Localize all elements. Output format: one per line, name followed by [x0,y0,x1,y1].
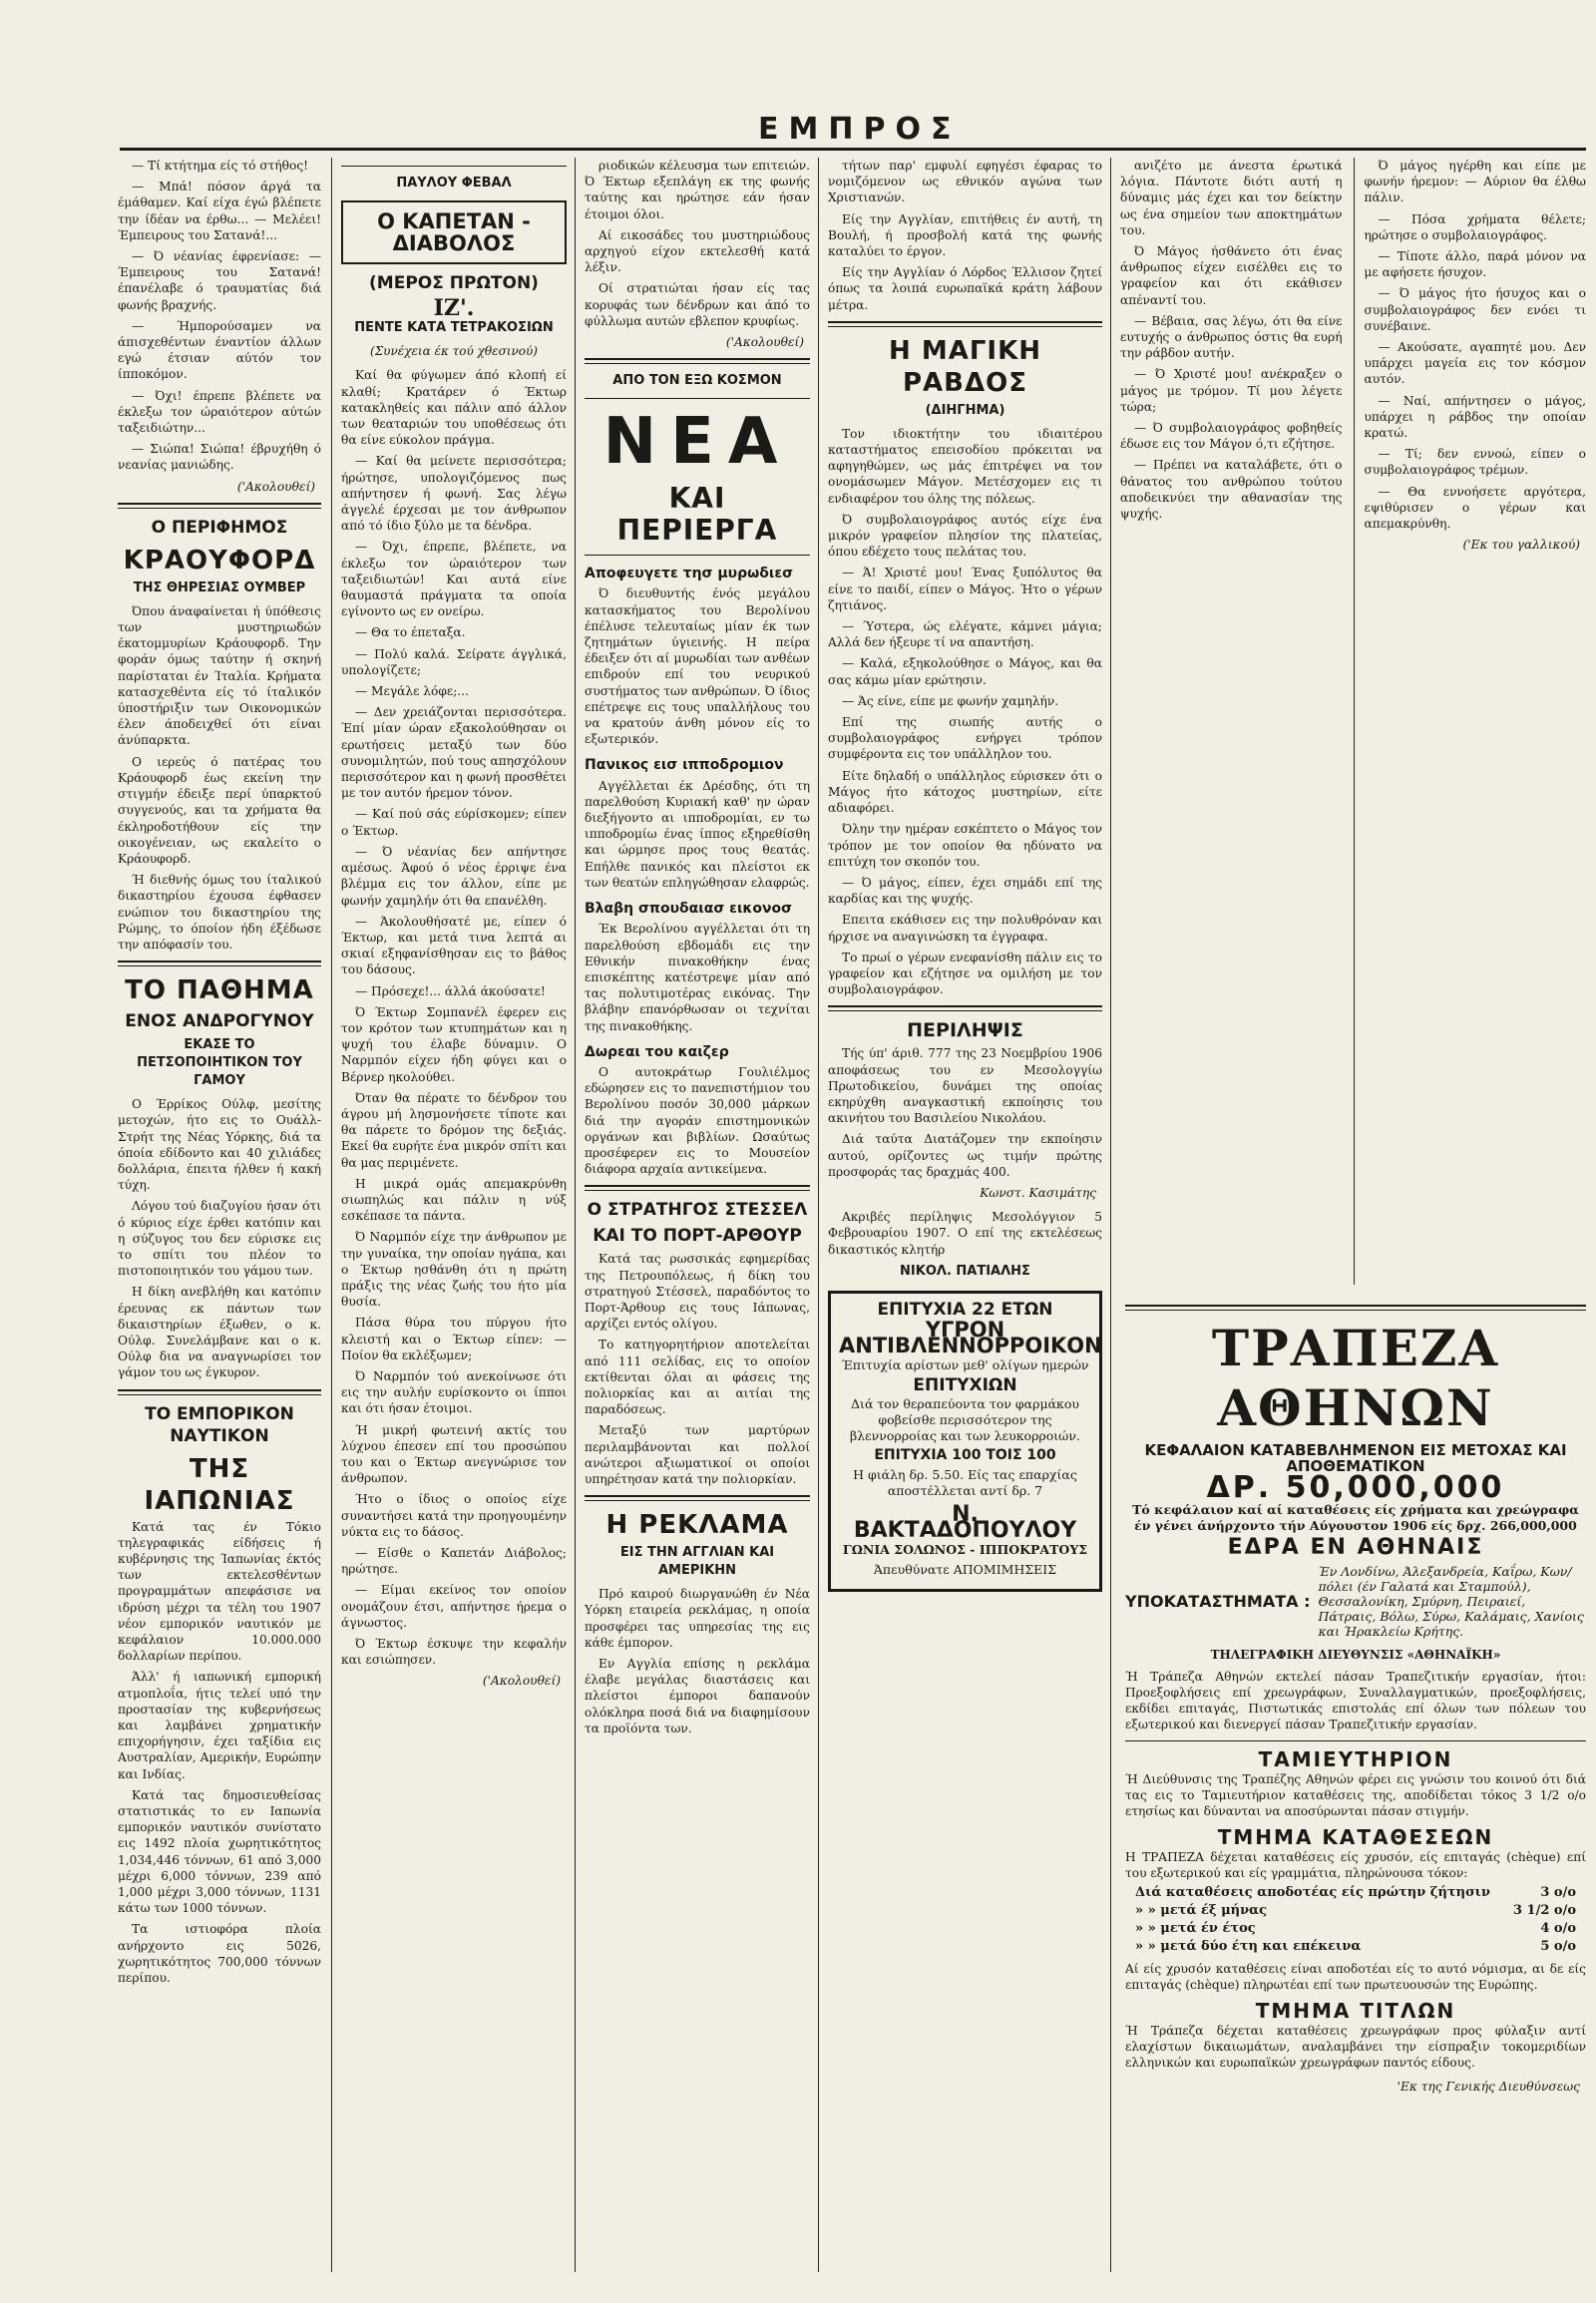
paragraph: Διά ταύτα Διατάζομεν την εκποίησιν αυτού, ορίζοντες ως τιμήν πρώτης προσφοράς τας δραχμάς 400. [828,1132,1102,1179]
source-sign: ('Εκ του γαλλικού) [1462,538,1580,553]
column-3 [585,158,810,2282]
section-rule [1125,1305,1586,1311]
paragraph: Όπου άναφαίνεται ή ύπόθεσις των μυστηριωδών έκατομμυρίων Κράουφορδ. Την φοράν όμως ταύτην ή σκηνή παρίσταται έν Ίταλία. Κρήματα κατασχεθέντα είς τό ίταλικόν ύποστήριξιν των Οικονομικών έλεν άποδειχθεί ότι είναι άνύπαρκτα. [118,603,321,748]
news-item-title: Αποφευγετε τησ μυρωδιεσ [585,566,794,582]
section-rule [1125,1740,1586,1741]
news-item-text: Ό διευθυντής ένός μεγάλου κατασκήματος του Βερολίνου έπέλυσε τελευταίως μίαν έκ των ζητημάτων ύγιεινής. Η πείρα έδειξεν ότι αί μυρωδίαι των ανθέων επιδρούν επί του νευρικού συστήματος των ανθρώπων. Ό ίδιος επέτρεψε εις τους υπαλλήλους του να κρατούν άνθη μόνον είς το εξωτερικόν. [585,586,810,747]
bank-signature: 'Εκ της Γενικής Διευθύνσεως [1396,2080,1580,2094]
section-header: ΑΠΟ ΤΟΝ ΕΞΩ ΚΟΣΜΟΝ [612,373,782,389]
paragraph: — Πολύ καλά. Σείρατε άγγλικά, υπολογίζετε; [341,646,567,677]
serial-chapter-title: ΠΕΝΤΕ ΚΑΤΑ ΤΕΤΡΑΚΟΣΙΩΝ [354,320,554,336]
paragraph: Τον ιδιοκτήτην του ιδιαιτέρου καταστήματος επεισοδίου πρόκειται να αφηγηθώμεν, ως μάς έπιτρέψει να τον ονομάσωμεν Μάγον. Μετέσχομεν εις τι ενδιαφέρον του όλης της πόλεως. [828,426,1102,506]
paragraph: — Πόσα χρήματα θέλετε; ηρώτησε ο συμβολαιογράφος. [1364,211,1586,242]
paragraph: Άλλ' ή ιαπωνική εμπορική ατμοπλοΐα, ήτις τελεί υπό την προστασίαν της κυβερνήσεως και λαμβάνει χρηματικήν επιχορήγησιν, έχει ταξίδια εις Αυστραλίαν, Αμερικήν, Ευρώπην και Ινδίας. [118,1670,321,1781]
paragraph: — Ακούσατε, αγαπητέ μου. Δεν υπάρχει μαγεία εις τον κόσμον αυτόν. [1364,340,1586,387]
serial-part: (ΜΕΡΟΣ ΠΡΩΤΟΝ) [369,273,539,293]
paragraph: — Βέβαια, σας λέγω, ότι θα είνε ευτυχής ο άνθρωπος όστις θα ευρή την ράβδον αυτήν. [1120,313,1343,361]
paragraph: — Σιώπα! Σιώπα! έβρυχήθη ό νεανίας μανιώδης. [118,442,321,473]
news-banner-title: ΝΕΑ [602,405,792,480]
paragraph: Πάσα θύρα του πύργου ήτο κλειστή και ο Έκτωρ είπεν: — Ποίον θα εκλέξωμεν; [341,1316,567,1362]
paragraph: Ακριβές περίληψις Μεσολόγγιον 5 Φεβρουαρίου 1907. Ο επί της εκτελέσεως δικαστικός κλητήρ [828,1210,1102,1257]
paragraph: — Ό νέανίας έφρενίασε: — Έμπειρους του Σατανά! έπανέλαβε ό τραυματίας διά φωνής βραχνής. [118,249,321,312]
article-title: Ο ΠΕΡΙΦΗΜΟΣ [151,517,288,538]
paragraph: — Καλά, εξηκολούθησε ο Μάγος, και θα σας κάμω μίαν ερώτησιν. [828,656,1102,687]
column-divider [331,158,332,2272]
branches-list: Έν Λονδίνω, Άλεξανδρεία, Καΐρω, Κων/πόλει (έν Γαλατά και Σταμπούλ), Θεσσαλονίκη, Σμύρνη, Πειραιεί, Πάτραις, Βόλω, Σύρω, Καλάμαις, Χανίοις και Ήρακλείω Κρήτης. [1318,1564,1584,1639]
paragraph: — Ά! Χριστέ μου! Ένας ξυπόλυτος θα είνε το παιδί, είπεν ο Μάγος. Ήτο ο γέρων ζητιάνος. [828,566,1102,612]
ad-headline: ΕΠΙΤΥΧΙΑ 22 ΕΤΩΝ [877,1299,1053,1320]
paragraph: — Ναί, απήντησεν ο μάγος, υπάρχει η ράβδος την οποίαν κρατώ. [1364,393,1586,441]
article-title: Η ΡΕΚΛΑΜΑ [605,1510,789,1541]
bank-advertisement [1125,1297,1586,2294]
bank-capital-label: ΚΕΦΑΛΑΙΟΝ ΚΑΤΑΒΕΒΛΗΜΕΝΟΝ ΕΙΣ ΜΕΤΟΧΑΣ ΚΑΙ ΑΠΟΘΕΜΑΤΙΚΟΝ [1144,1441,1567,1475]
section-rule [118,503,321,509]
savings-title: ΤΑΜΙΕΥΤΗΡΙΟΝ [1258,1747,1453,1771]
news-item-text: Αγγέλλεται έκ Δρέσδης, ότι τη παρελθούση Κυριακή καθ' ην ώραν διεξήγοντο αι ιπποδρομίαι, εν τω ιπποδρομίω ένας ίππος εξηρεθίσθη και ώρμησε προς τους θεατάς. Επήλθε πανικός και πλείστοι εκ των θεατών επληγώθησαν ελαφρώς. [585,778,810,890]
paragraph: — Όχι! έπρεπε βλέπετε να έκλεξω τον ώραιότερον αύτών ταξειδιώτην... [118,388,321,436]
paragraph: Κατά τας ρωσσικάς εφημερίδας της Πετρουπόλεως, ή δίκη του στρατηγού Στέσσελ, παραδόντος το Πορτ-Άρθουρ εις τους Ιάπωνας, αρχίζει εντός ολίγου. [585,1252,810,1332]
ad-pharmacy-name: Ν. ΒΑΚΤΑΔΟΠΟΥΛΟΥ [853,1502,1077,1544]
paragraph: Ό συμβολαιογράφος αυτός είχε ένα μικρόν γραφείον πλησίον της πλατείας, όπου εδέχετο τους πελάτας του. [828,512,1102,560]
deposit-term: » » μετά έξ μήνας [1135,1903,1268,1918]
ad-text: ΕΠΙΤΥΧΙΑ 100 ΤΟΙΣ 100 [874,1447,1056,1464]
ad-text: ΕΠΙΤΥΧΙΩΝ [913,1374,1017,1395]
ad-address: ΓΩΝΙΑ ΣΟΛΩΝΟΣ - ΙΠΠΟΚΡΑΤΟΥΣ [842,1542,1088,1558]
paragraph: Ή μικρή φωτεινή ακτίς του λύχνου έπεσεν επί του προσώπου του και ο Έκτωρ ανεγνώρισε τον άνθρωπον. [341,1422,567,1486]
paragraph: Ό Έκτωρ Σομπανέλ έφερεν εις τον κρότον των κτυπημάτων και η ψυχή του έλαβε δύναμιν. Ο Ναρμπόν είχεν ήδη φύγει και ο Βέρνερ ηκολούθει. [341,1004,567,1084]
section-rule [118,1389,321,1395]
paragraph: — Τί; δεν εννοώ, είπεν ο συμβολαιογράφος τρέμων. [1364,447,1586,478]
paragraph: Ό Ναρμπόν τού ανεκοίνωσε ότι εις την αυλήν ευρίσκοντο οι ίπποι και ότι ήσαν έτοιμοι. [341,1368,567,1416]
deposit-rate-row [1135,1903,1576,1919]
deposits-note: Αί είς χρυσόν καταθέσεις είναι αποδοτέαι είς το αυτό νόμισμα, αι δε είς επιταγάς (chèque) πληρωτέαι επί των πρωτευουσών της Ευρώπης. [1125,1962,1586,1992]
paragraph: Όταν θα πέρατε το δένδρον του άγρου μή λησμονήσετε τίποτε και θα πάρετε το δρόμον της δεξιάς. Εκεί θα ευρήτε ένα μικρόν σπίτι και θα μας περιμένετε. [341,1090,567,1170]
notice-signature: Κωνστ. Κασιμάτης [980,1185,1096,1200]
paragraph: — Τίποτε άλλο, παρά μόνον να με αφήσετε ήσυχον. [1364,249,1586,280]
paragraph: Κατά τας έν Τόκιο τηλεγραφικάς είδήσεις ή κυβέρνησις της Ίαπωνίας έκτός των εκτελεσθέντων προγραμμάτων απεφάσισε να ιδρύση μέχρι τα τέλη του 1907 νέον εμπορικόν ναυτικόν με κεφάλαιον 10.000.000 δολλαρίων περίπου. [118,1519,321,1664]
deposits-intro: Η ΤΡΑΠΕΖΑ δέχεται καταθέσεις είς χρυσόν, είς επιταγάς (chèque) επί του εξωτερικού και είς γραμμάτια, πληρώνουσα τόκον: [1125,1850,1586,1880]
article-title: ΚΡΑΟΥΦΟΡΔ [123,545,316,576]
column-4 [828,158,1102,2282]
bank-intro: Ή Τράπεζα Αθηνών εκτελεί πάσαν Τραπεζιτικήν εργασίαν, ήτοι: Προεξοφλήσεις επί χρεωγράφων, Συναλλαγματικών, προεξοφλήσεις, εκδίδει επιταγάς, Πιστωτικάς επιστολάς επί όλων των πόλεων του εξωτερικού και διενεργεί πάσαν Τραπεζιτικήν εργασίαν. [1125,1670,1586,1731]
column-divider [818,158,819,2272]
story-subtitle: (ΔΙΗΓΗΜΑ) [925,402,1005,418]
article-subtitle: ΤΗΣ ΘΗΡΕΣΙΑΣ ΟΥΜΒΕΡ [133,579,306,595]
paragraph: Αί εικοσάδες του μυστηριώδους αρχηγού είχον εκτελεσθή κατά λέξιν. [585,227,810,275]
news-item-title: Δωρεαι του καιζερ [585,1043,729,1060]
paragraph: τήτων παρ' εμφυλί εφηγέσι έφαρας το νομιζόμενον ως εθνικόν αγώνα των Χριστιανών. [828,159,1102,205]
paragraph: Η μικρά ομάς απεμακρύνθη σιωπηλώς και πάλιν η νύξ εσκέπασε τα πάντα. [341,1176,567,1224]
paragraph: — Είσθε ο Καπετάν Διάβολος; ηρώτησε. [341,1546,567,1577]
ad-product: ΥΓΡΟΝ ΑΝΤΙΒΛΕΝΝΟΡΡΟΙΚΟΝ [839,1317,1102,1358]
article-title: ΚΑΙ ΤΟ ΠΟΡΤ-ΑΡΘΟΥΡ [593,1226,802,1247]
paragraph: — Ό Χριστέ μου! ανέκραξεν ο μάγος με τρόμον. Τί μου λέγετε τώρα; [1120,367,1343,414]
continued-sign: ('Ακολουθεί) [482,1674,561,1689]
paragraph: — Μεγάλε λόφε;... [355,684,469,699]
bank-seat: ΕΔΡΑ ΕΝ ΑΘΗΝΑΙΣ [1227,1535,1484,1560]
paragraph: ανιζέτο με άνεστα έρωτικά λόγια. Πάντοτε διότι αυτή η δύναμις μάς έχει και τον δείκτην ως ένα σημείον των αποκτημάτων του. [1120,159,1343,237]
ad-text: Έπιτυχία αρίστων μεθ' ολίγων ημερών [841,1357,1089,1373]
bank-branches [1125,1564,1586,1639]
bank-telegraph: ΤΗΛΕΓΡΑΦΙΚΗ ΔΙΕΥΘΥΝΣΙΣ «ΑΘΗΝΑΪΚΗ» [1210,1648,1501,1662]
paragraph: — Πρέπει να καταλάβετε, ότι ο θάνατος του ανθρώπου τούτου αποδεικνύει την αθανασίαν της ψυχής. [1120,458,1343,522]
section-rule [585,398,810,399]
article-subtitle: ΕΙΣ ΤΗΝ ΑΓΓΛΙΑΝ ΚΑΙ ΑΜΕΡΙΚΗΝ [619,1545,775,1579]
deposit-rate-row [1135,1921,1576,1937]
paragraph: Εν Αγγλία επίσης η ρεκλάμα έλαβε μεγάλας διαστάσεις και πλείστοι έμποροι δαπανούν ολόκληρα ποσά διά να διαφημίσουν τα προϊόντα των. [585,1657,810,1735]
paragraph: Ή διεθνής όμως του ίταλικού δικαστηρίου έχουσα έφθασεν ενώπιον του δικαστηρίου της Ρώμης, το όποίον ήδη έξέδωσε την απόφασίν του. [118,873,321,952]
article-title: ΤΗΣ ΙΑΠΩΝΙΑΣ [144,1453,295,1516]
masthead [0,0,1596,150]
masthead-title: ΕΜΠΡΟΣ [758,112,962,147]
paragraph: Ό μάγος ηγέρθη και είπε με φωνήν ήρεμον: — Αύριον θα έλθω πάλιν. [1364,159,1586,205]
news-item-text: Έκ Βερολίνου αγγέλλεται ότι τη παρελθούση εβδομάδι εις την Εθνικήν πινακοθήκην ένας επισκέπτης κατέστρεψε μίαν από τας πολυτιμοτέρας εικόνας. Την βλάβην επανόρθωσαν οι τεχνίται της πινακοθήκης. [585,922,810,1033]
paragraph: Κατά τας δημοσιευθείσας στατιστικάς το εν Ιαπωνία εμπορικόν ναυτικόν συνίστατο εις 1492 πλοία χωρητικότητος 1,034,446 τόννων, 61 από 3,000 μέχρι 6,000 τόννων, 239 από 1,000 μέχρι 3,000 τόννων, 1131 κάτω των 1000 τόννων. [118,1787,321,1916]
paragraph: — Ήμπορούσαμεν να άπισχεθέντων έναντίον άλλων εγώ έτσιαν αύτόν τον ίπποκόμον. [118,318,321,382]
titles-text: Ή Τράπεζα δέχεται καταθέσεις χρεωγράφων προς φύλαξιν αντί ελαχίστων δικαιωμάτων, αναλαμβάνει την είσπραξιν τοκομεριδίων ελληνικών και ευρωπαϊκών χρεωγράφων παντός είδους. [1125,2024,1586,2070]
paragraph: Είς την Αγγλίαν, επιτήθεις έν αυτή, τη Βουλή, ή προσβολή κατά της φωνής καταλύει το έργον. [828,211,1102,259]
paragraph: Το πρωί ο γέρων ενεφανίσθη πάλιν εις το γραφείον και εζήτησε να ομιλήση με τον συμβολαιογράφον. [828,950,1102,997]
masthead-rule [120,148,1586,151]
serial-title: Ο ΚΑΠΕΤΑΝ - ΔΙΑΒΟΛΟΣ [377,209,531,255]
deposit-term: » » μετά δύο έτη και επέκεινα [1135,1939,1362,1954]
section-rule [828,321,1102,327]
deposits-title: ΤΜΗΜΑ ΚΑΤΑΘΕΣΕΩΝ [1217,1825,1494,1849]
paragraph: — Είμαι εκείνος τον οποίον ονομάζουν έτσι, απήντησε ήρεμα ο άγνωστος. [341,1583,567,1630]
section-rule [585,1495,810,1501]
serial-continued-note: (Συνέχεια έκ τού χθεσινού) [370,344,538,359]
news-item-text: Ο αυτοκράτωρ Γουλιέλμος εδώρησεν εις το πανεπιστήμιον του Βερολίνου ποσόν 30,000 μάρκων διά την αγοράν επιστημονικών οργάνων και βιβλίων. Ωσαύτως προσέφερεν εις το Μουσείον διάφορα αρχαία αντικείμενα. [585,1064,810,1177]
paragraph: Ό Έκτωρ έσκυψε την κεφαλήν και εσιώπησεν. [341,1637,567,1668]
deposit-rate: 3 1/2 ο/ο [1512,1903,1576,1918]
paragraph: — Ύστερα, ώς ελέγατε, κάμνει μάγια; Αλλά δεν ήξευρε τί να απαντήση. [828,619,1102,650]
news-item-title: Βλαβη σπουδαιασ εικονοσ [585,901,793,918]
notice-name: ΝΙΚΟΛ. ΠΑΤΙΑΛΗΣ [900,1263,1030,1279]
section-rule [341,166,567,167]
paragraph: — Τί κτήτημα είς τό στήθος! [132,159,309,173]
paragraph: Ήτο ο ίδιος ο οποίος είχε συναντήσει κατά την προηγουμένην νύκτα εις το δάσος. [341,1492,567,1539]
paragraph: Ό Μάγος ήσθάνετο ότι ένας άνθρωπος είχεν εισέλθει εις το γραφείον και ότι εκάθισεν απέναντί του. [1120,244,1343,307]
paragraph: Επί της σιωπής αυτής ο συμβολαιογράφος ενήργει τρόπον συμφέροντα εις τον υπάλληλον του. [828,715,1102,762]
deposit-rate-row [1135,1885,1576,1901]
news-item-title: Πανικος εισ ιπποδρομιον [585,757,784,774]
article-title: Ο ΣΤΡΑΤΗΓΟΣ ΣΤΕΣΣΕΛ [587,1200,808,1221]
article-subtitle: ΕΚΑΣΕ ΤΟ ΠΕΤΣΟΠΟΙΗΤΙΚΟΝ ΤΟΥ ΓΑΜΟΥ [137,1037,302,1089]
paragraph: — Πρόσεχε!... άλλά άκούσατε! [355,983,546,998]
paragraph: Τα ιστιοφόρα πλοία ανήρχοντο εις 5026, χωρητικότητος 700,000 τόννων περίπου. [118,1922,321,1986]
paragraph: Το κατηγορητήριον αποτελείται από 111 σελίδας, εις το οποίον εκτίθενται όλαι αι φάσεις της πολιορκίας και αι αιτίαι της παραδόσεως. [585,1338,810,1417]
paragraph: — Δεν χρειάζονται περισσότερα. Έπί μίαν ώραν εξακολούθησαν οι ερωτήσεις μεταξύ των δύο συνομιλητών, πού τους απησχόλουν περισσότερον και η φωνή προσθέτει με τον αυτόν ήρεμον τόνον. [341,705,567,801]
paragraph: — Ό συμβολαιογράφος φοβηθείς έδωσε εις τον Μάγον ό,τι εζήτησε. [1120,421,1343,452]
paragraph: — Άς είνε, είπε με φωνήν χαμηλήν. [842,693,1059,708]
section-rule [828,1005,1102,1011]
deposit-rate-row [1135,1939,1576,1955]
ad-warning: Άπευθύνατε ΑΠΟΜΙΜΗΣΕΙΣ [873,1561,1057,1577]
paragraph: — Καί θα μείνετε περισσότερα; ήρώτησε, υπολογιζόμενος πως απήντησεν ή φωνή. Σας λέγω άγγελέ έρχεσαι με τον άνθρωπον από τό ίδιο ξύλο με τα δένδρα. [341,454,567,534]
paragraph: Καί θα φύγωμεν άπό κλοπή εί κλαθί; Κρατάρεν ό Έκτωρ κατακληθείς και πάλιν από άλλον των θεαταριών του υποθέσεως ότι θα είνε εύκολον πράγμα. [341,368,567,448]
column-2 [341,158,567,2282]
serial-chapter: ΙΖ'. [433,295,475,321]
bank-capital-note: Τό κεφάλαιον καί αί καταθέσεις είς χρήματα και χρεώγραφα έν γένει άνήρχοντο τήν Αύγουστον 1906 είς δρχ. 266,000,000 [1132,1502,1579,1533]
paragraph: — Ό νέανίας δεν απήντησε αμέσως. Άφού ό νέος έρριψε ένα βλέμμα εις τον άλλον, είπε με φωνήν χαμηλήν ότι θα επανέλθη. [341,844,567,908]
section-rule [585,1185,810,1191]
deposit-term: » » μετά έν έτος [1135,1921,1256,1936]
paragraph: Η δίκη ανεβλήθη και κατόπιν έρευνας εκ πάντων των δικαιστηρίων έξωθεν, ο κ. Ούλφ. Συνελάμβανε και ο κ. Ούλφ δια να αναγνωρίσει τον γάμον του ως έγκυρον. [118,1285,321,1380]
column-divider [575,158,576,2272]
column-divider [1110,158,1111,2272]
notice-title: ΠΕΡΙΛΗΨΙΣ [907,1019,1023,1042]
advertisement [828,1291,1102,1592]
branches-label: ΥΠΟΚΑΤΑΣΤΗΜΑΤΑ : [1125,1591,1311,1611]
story-title: Η ΜΑΓΙΚΗ ΡΑΒΔΟΣ [889,335,1041,398]
paragraph: — Ό μάγος, είπεν, έχει σημάδι επί της καρδίας και της ψυχής. [828,875,1102,907]
paragraph: — Όχι, έπρεπε, βλέπετε, να έκλεξω τον ώραιότερον των ταξειδιωτών! Και αυτά είνε θαυμαστά πράγματα τα οποία εγίνοντο ως εν ονείρω. [341,540,567,619]
paragraph: Ο ιερεύς ό πατέρας του Κράουφορδ έως εκείνη την στιγμήν έδειξε περί ύπαρκτού συγγενούς, και τα χρήματα θα έκληροδοτήθουν είς την οικογένειαν, ως εκαλείτο ο Κράουφορδ. [118,754,321,866]
paragraph: Πρό καιρού διωργανώθη έν Νέα Υόρκη εταιρεία ρεκλάμας, η οποία προσφέρει τας υπηρεσίας της εις κάθε έμπορον. [585,1587,810,1650]
continued-sign: ('Ακολουθεί) [725,335,804,350]
titles-title: ΤΜΗΜΑ ΤΙΤΛΩΝ [1255,1999,1456,2023]
paragraph: Τής ύπ' άριθ. 777 της 23 Νοεμβρίου 1906 αποφάσεως του εν Μεσολογγίω Πρωτοδικείου, δυνάμει της οποίας εκηρύχθη αναγκαστική εκποίησις του ακινήτου του Βασιλείου Νικολάου. [828,1046,1102,1126]
paragraph: Επειτα εκάθισεν εις την πολυθρόναν και ήρχισε να αναγινώσκη τα έγγραφα. [828,913,1102,944]
paragraph: — Θα το έπεταξα. [355,625,466,640]
paragraph: — Άκολουθήσατέ με, είπεν ό Έκτωρ, και μετά τινα λεπτά αι σκιαί εξηφανίσθησαν εις το βάθος του δάσους. [341,914,567,977]
column-5 [1120,158,1586,1275]
paragraph: — Μπά! πόσον άργά τα έμάθαμεν. Καί είχα έγώ βλέπετε την ίδέαν να έρθω... — Μελέει! Έμπειρους του Σατανά!... [118,180,321,242]
savings-text: Ή Διεύθυνσις της Τραπέζης Αθηνών φέρει εις γνώσιν του κοινού ότι διά τας εις το Ταμιευτήριον καταθέσεις της, αποδίδεται τόκος 3 1/2 ο/ο ετησίως και δύνανται να αποσύρωνται πάσαν στιγμήν. [1125,1772,1586,1818]
column-1 [118,158,321,2282]
bank-name: ΤΡΑΠΕΖΑ ΑΘΗΝΩΝ [1211,1319,1500,1437]
bank-capital-amount: ΔΡ. 50,000,000 [1206,1470,1505,1505]
paragraph: Όλην την ημέραν εσκέπτετο ο Μάγος τον τρόπον με τον οποίον θα ηδύνατο να επιτύχη τον σκοπόν του. [828,822,1102,869]
paragraph: — Καί πού σάς εύρίσκομεν; είπεν ο Έκτωρ. [341,807,567,838]
paragraph: Είς την Αγγλίαν ό Λόρδος Έλλισον ζητεί όπως τα λοιπά ευρωπαϊκά κράτη λάβουν μέτρα. [828,265,1102,312]
deposit-term: Διά καταθέσεις αποδοτέας είς πρώτην ζήτησιν [1135,1885,1490,1900]
article-title: ΕΝΟΣ ΑΝΔΡΟΓΥΝΟΥ [125,1011,314,1032]
paragraph: — Ό μάγος ήτο ήσυχος και ο συμβολαιογράφος δεν ενόει τι συνέβαινε. [1364,286,1586,333]
paragraph: ριοδικών κέλευσμα των επιτειών. Ό Έκτωρ εξεπλάγη εκ της φωνής ταύτης και ηρώτησε εάν ήσαν έτοιμοι όλοι. [585,159,810,221]
paragraph: Οί στρατιώται ήσαν είς τας κορυφάς των δένδρων και άπό το φύλλωμα αυτών εβλεπον κρυφίως. [585,281,810,328]
paragraph: Είτε δηλαδή ο υπάλληλος εύρισκεν ότι ο Μάγος ήτο κάτοχος μυστηρίων, είτε αδιαφόρει. [828,768,1102,816]
ad-text: Η φιάλη δρ. 5.50. Είς τας επαρχίας αποστέλλεται αντί δρ. 7 [853,1466,1077,1498]
deposit-rate: 5 ο/ο [1540,1939,1576,1954]
paragraph: — Θα εννοήσετε αργότερα, εψιθύρισεν ο γέρων και απεμακρύνθη. [1364,484,1586,532]
deposit-rate: 4 ο/ο [1540,1921,1576,1936]
article-title: ΤΟ ΠΑΘΗΜΑ [125,975,314,1006]
ad-text: Διά τον θεραπεύοντα τον φαρμάκου φοβείσθε περισσότερον της βλεννορροίας και των λευκορροιών. [850,1395,1080,1444]
paragraph: Ο Έρρίκος Ούλφ, μεσίτης μετοχών, ήτο εις το Ουάλλ-Στρήτ της Νέας Υόρκης, διά τα όποία εδίδοντο και 40 χιλιάδες δολλάρια, έπειτα ήλθεν ή κακή τύχη. [118,1097,321,1193]
section-rule [118,960,321,966]
serial-author: ΠΑΥΛΟΥ ΦΕΒΑΛ [396,176,512,191]
paragraph: Μεταξύ των μαρτύρων περιλαμβάνονται και πολλοί ανώτεροι αξιωματικοί οι οποίοι υπηρέτησαν κατά την πολιορκίαν. [585,1423,810,1486]
paragraph: Λόγου τού διαζυγίου ήσαν ότι ό κύριος είχε έρθει κατόπιν και η σύζυγος του δεν εύρισκε εις το σπίτι του πλέον το πιστοποιητικόν του γάμου των. [118,1199,321,1279]
serial-title-box [341,200,567,264]
deposit-rate: 3 ο/ο [1540,1885,1576,1900]
news-banner-subtitle: ΚΑΙ ΠΕΡΙΕΡΓΑ [616,482,778,548]
continued-sign: ('Ακολουθεί) [236,479,315,494]
paragraph: Ό Ναρμπόν είχε την άνθρωπον με την γυναίκα, την οποίαν ηγάπα, και ο Έκτωρ ησθάνθη ότι η πρώτη πράξις της νέας ζωής του ήτο μία θυσία. [341,1230,567,1310]
section-rule [585,555,810,556]
article-title: ΤΟ ΕΜΠΟΡΙΚΟΝ ΝΑΥΤΙΚΟΝ [145,1403,294,1446]
section-rule [585,358,810,364]
